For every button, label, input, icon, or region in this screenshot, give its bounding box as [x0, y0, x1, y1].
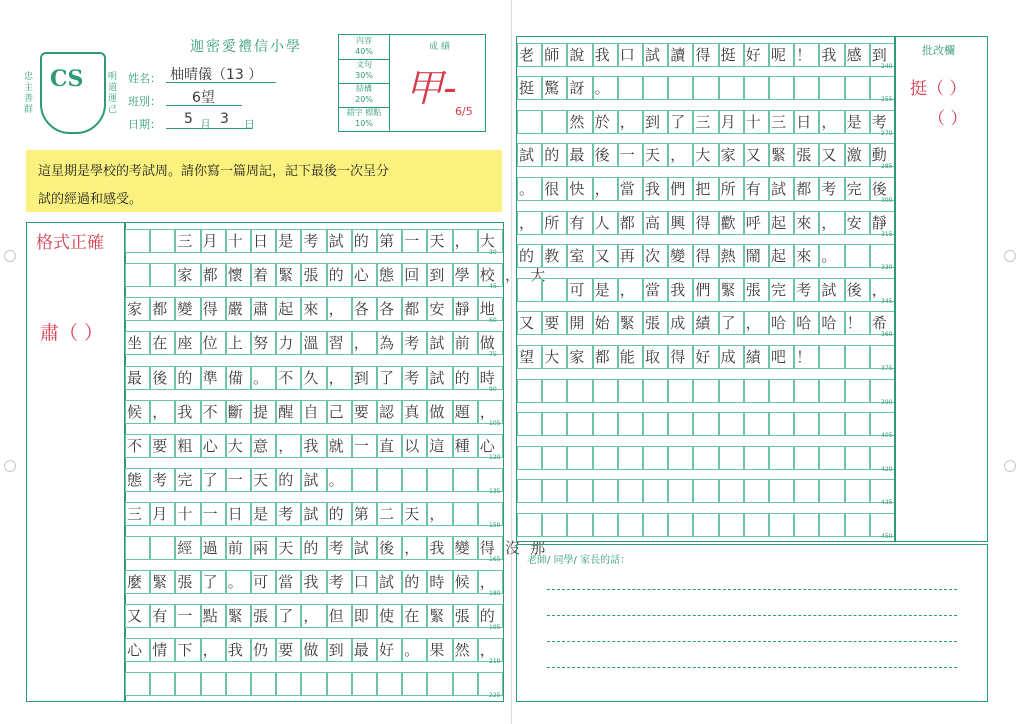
grid-cell	[618, 412, 643, 436]
grid-cell	[251, 672, 276, 696]
grid-cell	[668, 412, 693, 436]
grid-cell	[668, 446, 693, 470]
right-text-row: ，所有人都高興得歡呼起來，安靜	[519, 213, 898, 232]
school-name: 迦密愛禮信小學	[190, 39, 302, 55]
score-row-wording: 文句 30%	[339, 59, 389, 84]
left-text-row: 家都變得嚴肅起來，各各都安靜地	[127, 300, 506, 319]
left-text-row: 態考完了一天的試。	[127, 470, 354, 489]
grid-cell	[845, 479, 870, 503]
left-text-row: 三月十日是考試的第一天，大	[177, 232, 505, 251]
comment-line	[547, 641, 957, 642]
comment-line	[547, 615, 957, 616]
grid-cell	[150, 672, 175, 696]
grid-cell	[567, 412, 592, 436]
right-row-number: 300	[881, 197, 893, 204]
grid-cell	[719, 479, 744, 503]
grid-cell	[377, 672, 402, 696]
right-text-row: 然於，到了三月十三日，是考	[569, 112, 897, 131]
left-margin	[26, 222, 126, 702]
class-label: 班別：	[128, 95, 161, 108]
name-value: 柚晴儀（13 ）	[170, 67, 263, 83]
grid-cell	[643, 412, 668, 436]
grid-cell	[744, 513, 769, 537]
grid-cell	[643, 446, 668, 470]
grade-mark: 甲-	[405, 66, 457, 110]
left-text-row: 經過前兩天的考試後，我變得沒那	[177, 539, 556, 557]
grid-cell	[352, 672, 377, 696]
date-month-unit: 月	[200, 118, 211, 131]
correction-mark-2: （ ）	[928, 109, 968, 129]
correction-mark-1: 挺（ ）	[910, 79, 967, 99]
score-table	[338, 34, 486, 132]
grid-cell	[744, 479, 769, 503]
right-row-number: 435	[881, 499, 893, 507]
grid-cell	[517, 446, 542, 470]
name-label: 姓名：	[128, 72, 161, 85]
punch-hole	[1004, 460, 1016, 472]
grid-cell	[517, 479, 542, 503]
grid-cell	[693, 479, 718, 503]
left-row-number: 225	[489, 692, 501, 700]
writing-prompt	[26, 150, 502, 212]
grid-cell	[618, 479, 643, 503]
score-row-structure: 結構 20%	[339, 83, 389, 108]
punch-hole	[1004, 250, 1016, 262]
left-row-number: 135	[489, 487, 501, 495]
left-text-row: 又有一點緊張了，但即使在緊張的	[127, 607, 506, 626]
grid-cell	[693, 379, 718, 403]
right-row-number: 345	[881, 297, 893, 305]
comment-line	[547, 667, 957, 668]
right-text-row: 又要開始緊張成績了，哈哈哈！希	[519, 314, 898, 333]
punch-hole	[4, 250, 16, 262]
grid-cell	[819, 513, 844, 537]
score-row-content: 內容 40%	[339, 35, 389, 60]
date-day-unit: 日	[244, 118, 255, 131]
left-text-row: 家都懷着緊張的心態回到學校，大	[177, 266, 556, 285]
prompt-line-2: 試的經過和感受。	[38, 192, 143, 207]
grid-cell	[769, 446, 794, 470]
left-row-number: 75	[489, 351, 497, 359]
right-row-number: 240	[881, 62, 893, 70]
margin-comment-format: 格式正確	[36, 233, 104, 253]
grid-cell	[517, 379, 542, 403]
grid-cell	[845, 513, 870, 537]
grid-cell	[794, 479, 819, 503]
right-writing-grid	[516, 36, 896, 542]
grid-cell	[201, 672, 226, 696]
motto-right: 明道運己	[108, 72, 118, 115]
right-row-number: 360	[881, 331, 893, 339]
grid-cell	[175, 672, 200, 696]
prompt-line-1: 這星期是學校的考試周。請你寫一篇周記，記下最後一次呈分	[38, 164, 390, 179]
right-row-number: 405	[881, 432, 893, 440]
right-text-row: 望大家都能取得好成績吧！	[519, 348, 822, 366]
grid-cell	[693, 446, 718, 470]
left-row-number: 120	[489, 453, 501, 461]
grid-cell	[453, 672, 478, 696]
grid-cell	[517, 513, 542, 537]
grid-cell	[719, 379, 744, 403]
right-text-row: 試的最後一天，大家又緊張又激動	[519, 146, 898, 165]
grid-cell	[744, 379, 769, 403]
left-text-row: 心情下，我仍要做到最好。果然，	[127, 641, 506, 660]
page-fold	[511, 0, 512, 724]
right-row-number: 375	[881, 365, 893, 372]
grid-cell	[769, 379, 794, 403]
grid-cell	[567, 513, 592, 537]
right-text-row: 。很快，當我們把所有試都考完後	[519, 180, 898, 198]
grid-cell	[794, 412, 819, 436]
grid-cell	[402, 672, 427, 696]
right-row-number: 255	[881, 96, 893, 104]
right-text-row: 老師說我口試讀得挺好呢！我感到	[519, 45, 898, 64]
comment-label: 老師/ 同學/ 家長的話：	[527, 555, 631, 566]
date-month: 5	[184, 111, 193, 127]
grid-cell	[845, 446, 870, 470]
grid-cell	[744, 412, 769, 436]
grid-cell	[769, 513, 794, 537]
grid-cell	[819, 479, 844, 503]
grid-cell	[794, 379, 819, 403]
grid-cell	[845, 379, 870, 403]
grid-cell	[542, 412, 567, 436]
grid-cell	[719, 412, 744, 436]
motto-left: 忠主善群	[24, 72, 34, 115]
right-row-number: 420	[881, 465, 893, 473]
grid-cell	[719, 446, 744, 470]
grid-cell	[618, 513, 643, 537]
grid-cell	[794, 513, 819, 537]
grid-cell	[693, 412, 718, 436]
grid-cell	[693, 513, 718, 537]
right-row-number: 315	[881, 230, 893, 238]
grid-cell	[668, 513, 693, 537]
left-row-number: 45	[489, 283, 497, 291]
right-row-number: 450	[881, 533, 893, 540]
grid-cell	[668, 479, 693, 503]
margin-comment-word: 肅（ ）	[40, 322, 104, 344]
right-row-number: 390	[881, 398, 893, 406]
grid-cell	[276, 672, 301, 696]
right-row-number: 285	[881, 163, 893, 171]
grid-cell	[593, 379, 618, 403]
grid-cell	[593, 446, 618, 470]
left-row-number: 195	[489, 624, 501, 632]
grid-cell	[668, 379, 693, 403]
comment-line	[547, 589, 957, 590]
left-row-number: 210	[489, 658, 501, 666]
left-row-number: 90	[489, 385, 497, 393]
grid-cell	[542, 479, 567, 503]
grid-cell	[301, 672, 326, 696]
grid-cell	[845, 412, 870, 436]
grid-cell	[819, 446, 844, 470]
score-row-typos: 錯字 標點 10%	[346, 108, 382, 128]
grid-cell	[769, 412, 794, 436]
left-row-number: 30	[489, 249, 497, 257]
left-row-number: 165	[489, 556, 501, 563]
grid-cell	[567, 446, 592, 470]
grid-cell	[593, 479, 618, 503]
left-row-number: 105	[489, 419, 501, 427]
right-text-row: 挺驚訝。	[519, 79, 620, 98]
correction-header: 批改欄	[922, 44, 955, 57]
grid-cell	[643, 513, 668, 537]
left-text-row: 三月十一日是考試的第二天，	[127, 504, 455, 523]
right-text-row: 可是，當我們緊張完考試後，	[569, 280, 897, 299]
date-label: 日期：	[128, 118, 161, 131]
grid-cell	[618, 446, 643, 470]
grid-cell	[794, 446, 819, 470]
grid-cell	[719, 513, 744, 537]
right-text-row: 的教室又再次變得熱鬧起來。	[519, 247, 847, 266]
grid-cell	[643, 379, 668, 403]
school-logo	[40, 52, 106, 134]
grid-cell	[542, 379, 567, 403]
left-row-number: 150	[489, 521, 501, 529]
class-value: 6望	[192, 90, 215, 106]
left-text-row: 麼緊張了。可當我考口試的時候，	[127, 573, 506, 592]
left-row-number: 180	[489, 590, 501, 598]
left-text-row: 最後的準備。不久，到了考試的時	[127, 368, 506, 387]
grid-cell	[593, 513, 618, 537]
left-text-row: 不要粗心大意，我就一直以這種心	[127, 436, 506, 455]
grid-cell	[125, 672, 150, 696]
grid-cell	[542, 446, 567, 470]
grid-cell	[567, 479, 592, 503]
grid-cell	[542, 513, 567, 537]
grid-cell	[226, 672, 251, 696]
left-text-row: 坐在座位上努力溫習，為考試前做	[127, 334, 506, 353]
right-row-number: 270	[881, 129, 893, 137]
grid-cell	[618, 379, 643, 403]
grid-cell	[593, 412, 618, 436]
logo-letters: CS	[50, 66, 84, 92]
left-row-number: 60	[489, 317, 497, 325]
left-writing-grid	[124, 222, 556, 702]
right-row-number: 330	[881, 264, 893, 272]
grid-cell	[819, 412, 844, 436]
left-text-row: 候，我不斷提醒自己要認真做題，	[127, 402, 506, 421]
punch-hole	[4, 460, 16, 472]
comment-area[interactable]	[516, 544, 988, 702]
grid-cell	[744, 446, 769, 470]
grid-cell	[819, 379, 844, 403]
date-day: 3	[220, 111, 229, 127]
grid-cell	[427, 672, 452, 696]
grade-header: 成 績	[429, 42, 450, 52]
grid-cell	[769, 479, 794, 503]
grid-cell	[567, 379, 592, 403]
grade-date: 6/5	[455, 105, 473, 118]
grid-cell	[327, 672, 352, 696]
grid-cell	[643, 479, 668, 503]
grid-cell	[517, 412, 542, 436]
